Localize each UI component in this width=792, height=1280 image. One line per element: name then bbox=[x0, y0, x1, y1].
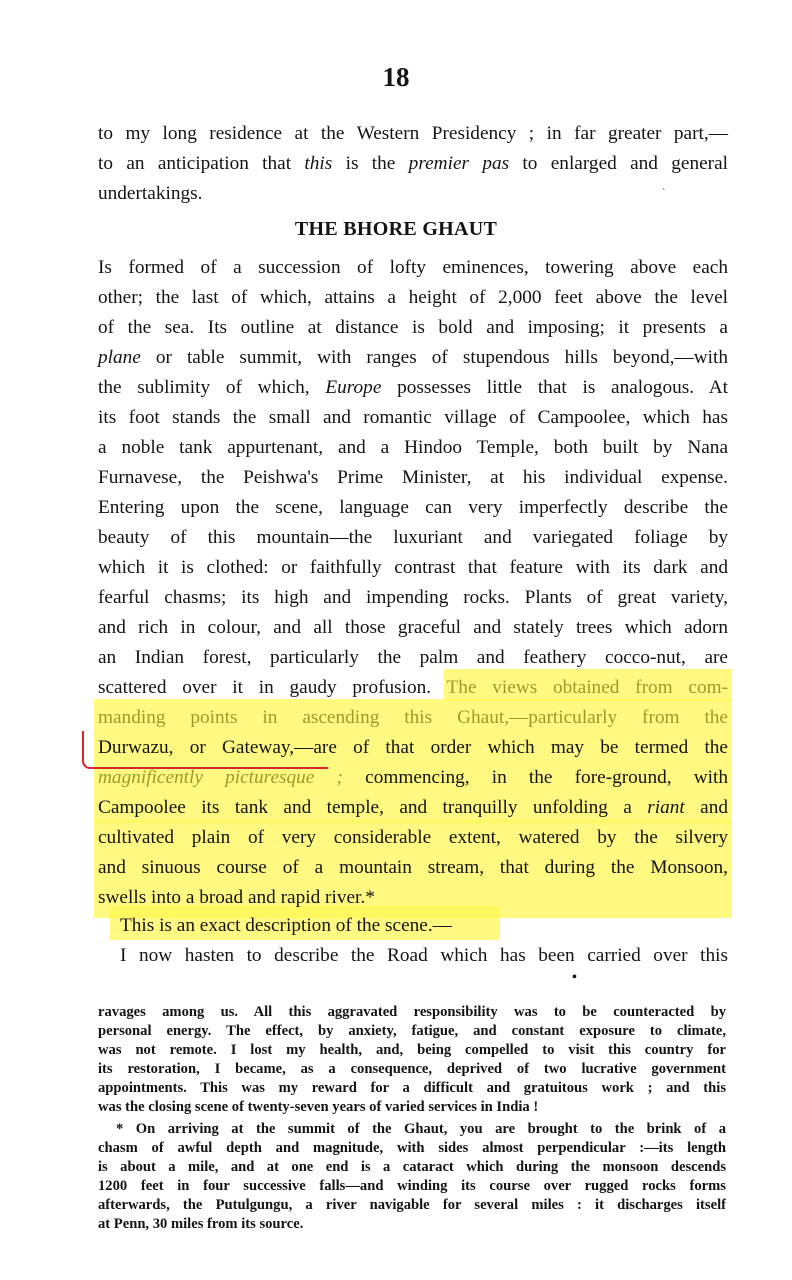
footnote-line: was the closing scene of twenty-seven years of varied services in India ! bbox=[98, 1099, 539, 1115]
text-span: to an anticipation that bbox=[98, 153, 305, 174]
text-line bbox=[98, 374, 728, 402]
text-line: an Indian forest, particularly the palm and feathery cocco-nut, are bbox=[98, 647, 728, 668]
footnote-line: personal energy. The effect, by anxiety, fatigue, and constant exposure to climate, bbox=[98, 1023, 726, 1039]
margin-mark: • bbox=[572, 970, 577, 985]
text-line: This is an exact description of the scene.— bbox=[120, 915, 452, 936]
text-span: and bbox=[684, 797, 728, 818]
text-line: its foot stands the small and romantic village of Campoolee, which has bbox=[98, 407, 728, 428]
footnote-line: its restoration, I became, as a consequence, deprived of two lucrative government bbox=[98, 1061, 726, 1077]
text-span: or table summit, with ranges of stupendous hills beyond,—with bbox=[140, 347, 728, 368]
text-span: commencing, in the fore-ground, with bbox=[342, 767, 729, 788]
text-line: Entering upon the scene, language can very imperfectly describe the bbox=[98, 497, 728, 518]
italic-span: magnificently picturesque ; bbox=[98, 767, 343, 788]
footnote-line: appointments. This was my reward for a difficult and gratuitous work ; and this bbox=[98, 1080, 726, 1096]
footnote-line: 1200 feet in four successive falls—and winding its course over rugged rocks forms bbox=[98, 1178, 726, 1194]
italic-span: premier pas bbox=[408, 153, 510, 174]
text-line: cultivated plain of very considerable extent, watered by the silvery bbox=[98, 827, 728, 848]
italic-span: this bbox=[304, 153, 333, 174]
highlighted-line: manding points in ascending this Ghaut,—particularly from the bbox=[98, 707, 728, 728]
footnote-line: was not remote. I lost my health, and, being compelled to visit this country for bbox=[98, 1042, 726, 1058]
text-span: possesses little that is analogous. At bbox=[381, 377, 728, 398]
text-span: Campoolee its tank and temple, and tranquilly unfolding a bbox=[98, 797, 648, 818]
text-line: swells into a broad and rapid river.* bbox=[98, 887, 375, 908]
text-line: beauty of this mountain—the luxuriant and variegated foliage by bbox=[98, 527, 728, 548]
text-span: is the bbox=[332, 153, 409, 174]
text-line bbox=[98, 344, 728, 372]
section-heading: THE BHORE GHAUT bbox=[294, 218, 498, 240]
text-span: to enlarged and general bbox=[509, 153, 728, 174]
text-line: other; the last of which, attains a height of 2,000 feet above the level bbox=[98, 287, 728, 308]
footnote-line: * On arriving at the summit of the Ghaut, you are brought to the brink of a bbox=[116, 1121, 726, 1137]
page-number: 18 bbox=[382, 62, 410, 92]
text-span: scattered over it in gaudy profusion. bbox=[98, 677, 447, 698]
footnote-line: ravages among us. All this aggravated responsibility was to be counteracted by bbox=[98, 1004, 726, 1020]
text-line: which it is clothed: or faithfully contrast that feature with its dark and bbox=[98, 557, 728, 578]
highlighted-span: The views obtained from com- bbox=[446, 677, 729, 698]
italic-span: plane bbox=[98, 347, 141, 368]
text-line bbox=[98, 674, 728, 702]
text-line: and rich in colour, and all those graceful and stately trees which adorn bbox=[98, 617, 728, 638]
text-line: Is formed of a succession of lofty eminences, towering above each bbox=[98, 257, 728, 278]
text-line: I now hasten to describe the Road which has been carried over this bbox=[120, 945, 728, 966]
footnote-line: afterwards, the Putulgungu, a river navigable for several miles : it discharges itself bbox=[98, 1197, 726, 1213]
text-line: of the sea. Its outline at distance is bold and imposing; it presents a bbox=[98, 317, 728, 338]
text-span: —are of that order which may be termed the bbox=[294, 737, 728, 758]
text-line: fearful chasms; its high and impending rocks. Plants of great variety, bbox=[98, 587, 728, 608]
text-span: the sublimity of which, bbox=[98, 377, 326, 398]
margin-mark: ` bbox=[662, 188, 666, 199]
footnote-line: is about a mile, and at one end is a cataract which during the monsoon descends bbox=[98, 1159, 726, 1175]
footnote-line: at Penn, 30 miles from its source. bbox=[98, 1216, 304, 1232]
footnote-line: chasm of awful depth and magnitude, with sides almost perpendicular :—its length bbox=[98, 1140, 726, 1156]
text-line bbox=[98, 794, 728, 822]
text-line: Furnavese, the Peishwa's Prime Minister, at his individual expense. bbox=[98, 467, 728, 488]
text-line: undertakings. bbox=[98, 183, 203, 204]
italic-span: riant bbox=[647, 797, 685, 818]
text-line bbox=[98, 150, 728, 178]
text-line: to my long residence at the Western Presidency ; in far greater part,— bbox=[98, 123, 728, 144]
italic-span: Europe bbox=[325, 377, 382, 398]
text-line: and sinuous course of a mountain stream, that during the Monsoon, bbox=[98, 857, 728, 878]
text-line: a noble tank appurtenant, and a Hindoo Temple, both built by Nana bbox=[98, 437, 728, 458]
text-line bbox=[98, 764, 728, 792]
text-span: Durwazu, or Gateway, bbox=[98, 737, 295, 758]
